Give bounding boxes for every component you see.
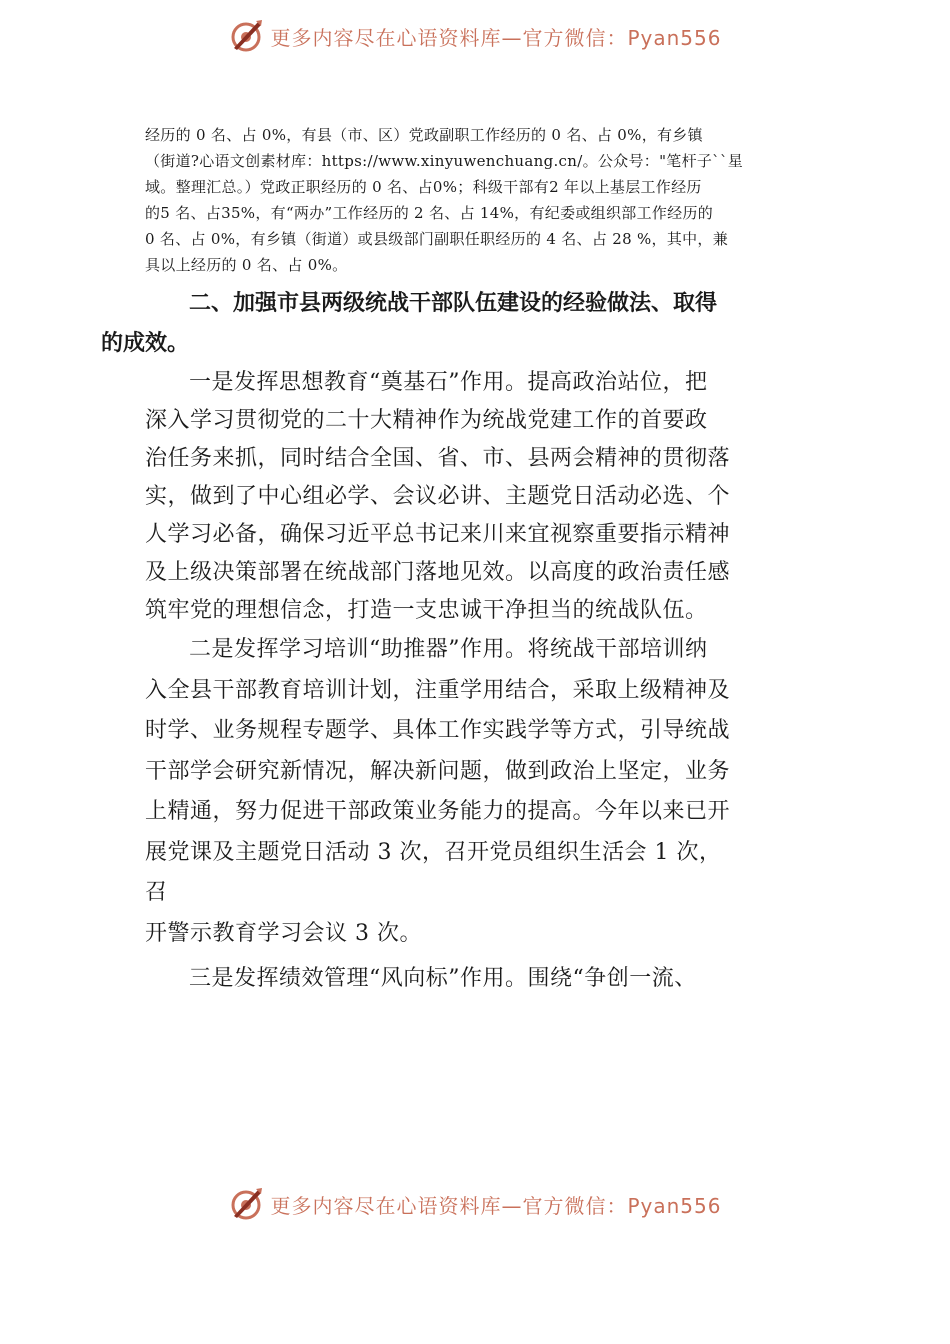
heading-line: 的成效。 (101, 331, 190, 356)
section-heading (101, 284, 807, 364)
text-line: 入全县干部教育培训计划，注重学用结合，采取上级精神及 (145, 677, 731, 703)
intro-paragraph (145, 122, 807, 278)
text-line: 一是发挥思想教育“奠基石”作用。提高政治站位，把 (189, 370, 708, 395)
text-line: 的5 名、占35%，有“两办”工作经历的 2 名、占 14%，有纪委或组织部工作经历的 (145, 204, 714, 222)
paragraph-training (145, 630, 807, 954)
text-line: 筑牢党的理想信念，打造一支忠诚干净担当的统战队伍。 (145, 598, 708, 623)
paragraph-performance (145, 960, 807, 998)
document-body (101, 122, 807, 998)
text-line: 二是发挥学习培训“助推器”作用。将统战干部培训纳 (189, 637, 708, 662)
footer-banner (0, 1182, 950, 1226)
text-line: 深入学习贯彻党的二十大精神作为统战党建工作的首要政 (145, 408, 708, 433)
text-line: 干部学会研究新情况，解决新问题，做到政治上坚定，业务 (145, 758, 731, 784)
text-line: 及上级决策部署在统战部门落地见效。以高度的政治责任感 (145, 560, 731, 585)
text-line: 开警示教育学习会议 3 次。 (145, 920, 422, 946)
quill-pen-logo-icon (228, 18, 264, 54)
text-line: 三是发挥绩效管理“风向标”作用。围绕“争创一流、 (189, 966, 697, 991)
text-line: 具以上经历的 0 名、占 0%。 (145, 256, 348, 274)
text-line: 召 (145, 880, 168, 905)
header-banner (0, 14, 950, 58)
text-line: 治任务来抓，同时结合全国、省、市、县两会精神的贯彻落 (145, 446, 731, 471)
text-line: （街道?心语文创素材库：https://www.xinyuwenchuang.cn/。公众号："笔杆子``星 (145, 152, 744, 170)
banner-text: 更多内容尽在心语资料库—官方微信：Pyan556 (270, 1193, 722, 1218)
text-line: 域。整理汇总。）党政正职经历的 0 名、占0%；科级干部有2 年以上基层工作经历 (145, 178, 702, 196)
quill-pen-logo-icon (228, 1186, 264, 1222)
text-line: 展党课及主题党日活动 3 次，召开党员组织生活会 1 次， (145, 839, 722, 865)
text-line: 经历的 0 名、占 0%，有县（市、区）党政副职工作经历的 0 名、占 0%，有乡镇 (145, 126, 703, 144)
text-line: 时学、业务规程专题学、具体工作实践学等方式，引导统战 (145, 718, 731, 743)
heading-line: 二、加强市县两级统战干部队伍建设的经验做法、取得 (189, 291, 718, 316)
text-line: 实，做到了中心组必学、会议必讲、主题党日活动必选、个 (145, 484, 731, 509)
text-line: 上精通，努力促进干部政策业务能力的提高。今年以来已开 (145, 799, 731, 824)
paragraph-thought-education (145, 364, 807, 630)
text-line: 人学习必备，确保习近平总书记来川来宜视察重要指示精神 (145, 522, 731, 547)
text-line: 0 名、占 0%，有乡镇（街道）或县级部门副职任职经历的 4 名、占 28 %，其中，兼 (145, 230, 729, 248)
banner-text: 更多内容尽在心语资料库—官方微信：Pyan556 (270, 25, 722, 50)
